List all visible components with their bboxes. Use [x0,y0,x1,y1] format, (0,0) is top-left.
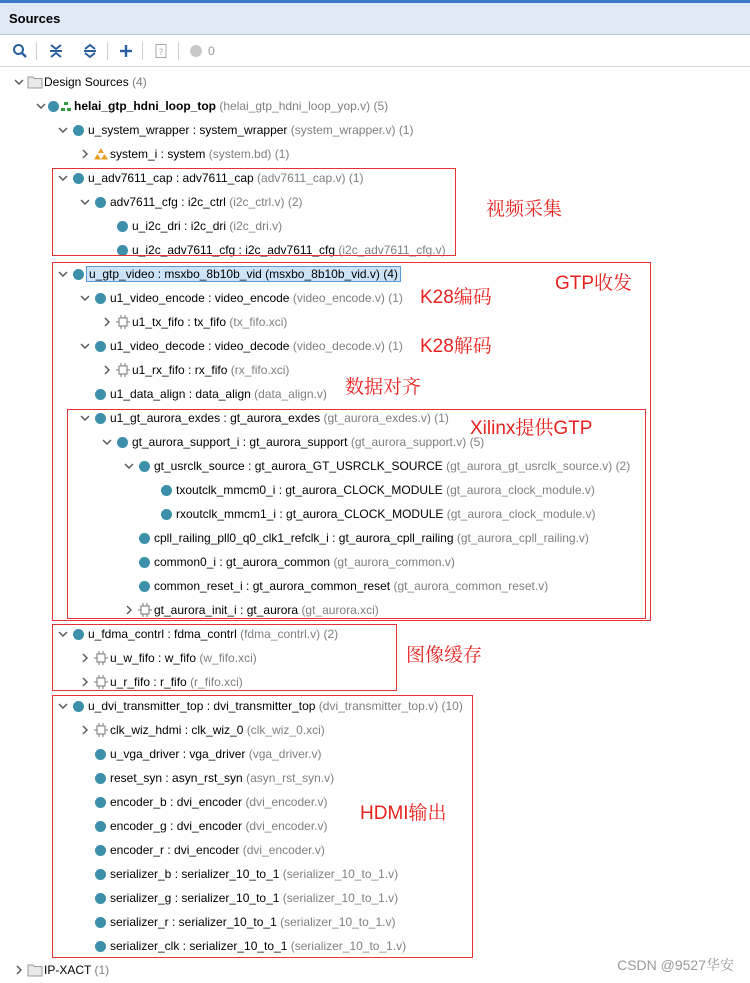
panel-title: Sources [9,11,61,26]
tree-row[interactable] [34,95,388,117]
chevron-right-icon[interactable] [12,959,26,983]
chevron-right-icon[interactable] [78,143,92,167]
tree-row[interactable] [78,143,289,165]
node-name: encoder_b : dvi_encoder [110,795,243,809]
node-source-file: (gt_aurora_common.v) [333,555,455,569]
node-source-file: (gt_aurora_common_reset.v) [393,579,549,593]
node-name: u1_video_decode : video_decode [110,339,290,353]
svg-text:?: ? [158,48,164,58]
node-name: common0_i : gt_aurora_common [154,555,331,569]
node-source-file: (serializer_10_to_1.v) [290,939,407,953]
node-name: rxoutclk_mmcm1_i : gt_aurora_CLOCK_MODULE [176,507,444,521]
node-source-file: (serializer_10_to_1.v) [280,915,396,929]
node-name: u_w_fifo : w_fifo [110,651,197,665]
node-child-count: (1) [274,147,290,161]
box-frame-buffer [52,624,397,691]
node-name: u_dvi_transmitter_top : dvi_transmitter_top [88,699,316,713]
box-hdmi-output [52,695,473,958]
sources-panel-header [0,0,750,35]
node-source-file: (vga_driver.v) [248,747,322,761]
node-name: gt_aurora_support_i : gt_aurora_support [132,435,348,449]
node-source-file: (dvi_transmitter_top.v) [318,699,439,713]
collapse-all-icon[interactable] [45,40,67,62]
status-dot-icon [185,40,207,62]
node-name: u1_tx_fifo : tx_fifo [132,315,227,329]
header-accent-line [0,0,750,3]
node-label[interactable] [88,123,413,137]
node-source-file: (tx_fifo.xci) [229,315,288,329]
annotation-data-align: 数据对齐 [345,377,422,398]
node-name: helai_gtp_hdni_loop_top [74,99,217,113]
expand-all-icon[interactable] [79,40,101,62]
watermark: CSDN @9527华安 [617,957,734,973]
node-child-count: (1) [398,123,414,137]
node-source-file: (serializer_10_to_1.v) [282,891,399,905]
node-source-file: (serializer_10_to_1.v) [282,867,399,881]
node-child-count: (1) [434,411,449,425]
toolbar-separator [107,42,108,60]
chevron-down-icon[interactable] [12,71,26,95]
message-count: 0 [208,44,215,58]
node-child-count: (1) [94,963,110,977]
module-dot-icon [70,119,88,141]
node-source-file: (gt_aurora_clock_module.v) [446,507,596,521]
toolbar-separator [142,42,143,60]
tree-row[interactable] [12,71,147,93]
node-name: Design Sources [44,75,129,89]
node-source-file: (gt_aurora.xci) [301,603,379,617]
node-name: clk_wiz_hdmi : clk_wiz_0 [110,723,244,737]
top-module-icon [48,95,74,117]
sources-toolbar [0,35,750,67]
node-name: encoder_r : dvi_encoder [110,843,240,857]
node-source-file: (w_fifo.xci) [199,651,257,665]
node-name: u_i2c_dri : i2c_dri [132,219,227,233]
annotation-gtp-transceiver: GTP收发 [555,273,633,294]
node-child-count: (2) [287,195,303,209]
node-child-count: (4) [132,75,147,89]
node-source-file: (msxbo_8b10b_vid.v) [265,267,380,281]
node-name: u_gtp_video : msxbo_8b10b_vid [89,267,262,281]
node-source-file: (dvi_encoder.v) [242,843,325,857]
node-source-file: (dvi_encoder.v) [245,819,328,833]
node-name: serializer_clk : serializer_10_to_1 [110,939,288,953]
node-name: reset_syn : asyn_rst_syn [110,771,243,785]
node-label[interactable] [44,75,147,89]
tree-row[interactable] [56,119,413,141]
node-source-file: (helai_gtp_hdni_loop_yop.v) [219,99,371,113]
node-name: u_adv7611_cap : adv7611_cap [88,171,254,185]
node-source-file: (data_align.v) [254,387,327,401]
node-name: cpll_railing_pll0_q0_clk1_refclk_i : gt_aurora_cpll_railing [154,531,454,545]
node-name: gt_aurora_init_i : gt_aurora [154,603,299,617]
toolbar-separator [36,42,37,60]
node-name: u_fdma_contrl : fdma_contrl [88,627,237,641]
node-label[interactable] [74,99,388,113]
annotation-k28-encode: K28编码 [420,287,492,308]
node-child-count: (5) [373,99,389,113]
node-name: u1_data_align : data_align [110,387,251,401]
node-child-count: (1) [388,339,403,353]
node-source-file: (dvi_encoder.v) [245,795,328,809]
folder-icon [26,959,44,981]
box-video-capture [52,168,456,256]
node-source-file: (fdma_contrl.v) [240,627,321,641]
node-label[interactable] [44,963,109,977]
node-name: IP-XACT [44,963,92,977]
node-source-file: (gt_aurora_gt_usrclk_source.v) [446,459,613,473]
node-name: u_r_fifo : r_fifo [110,675,187,689]
node-child-count: (5) [469,435,485,449]
annotation-frame-buffer: 图像缓存 [406,645,483,666]
node-name: u1_gt_aurora_exdes : gt_aurora_exdes [110,411,321,425]
annotation-hdmi-output: HDMI输出 [360,803,447,824]
node-name: serializer_g : serializer_10_to_1 [110,891,280,905]
node-source-file: (gt_aurora_exdes.v) [323,411,431,425]
node-source-file: (rx_fifo.xci) [230,363,290,377]
node-child-count: (1) [388,291,403,305]
box-xilinx-gtp [67,409,646,619]
node-source-file: (adv7611_cap.v) [257,171,346,185]
node-child-count: (1) [348,171,364,185]
node-source-file: (video_encode.v) [292,291,385,305]
node-name: u_i2c_adv7611_cfg : i2c_adv7611_cfg [132,243,336,257]
node-name: system_i : system [110,147,206,161]
node-source-file: (r_fifo.xci) [190,675,243,689]
node-name: u1_rx_fifo : rx_fifo [132,363,228,377]
node-name: u_vga_driver : vga_driver [110,747,246,761]
node-source-file: (i2c_dri.v) [229,219,283,233]
node-source-file: (system_wrapper.v) [290,123,396,137]
node-name: common_reset_i : gt_aurora_common_reset [154,579,391,593]
node-source-file: (gt_aurora_clock_module.v) [446,483,595,497]
node-source-file: (i2c_adv7611_cfg.v) [338,243,446,257]
node-source-file: (gt_aurora_cpll_railing.v) [456,531,589,545]
node-name: adv7611_cfg : i2c_ctrl [110,195,226,209]
annotation-xilinx-gtp: Xilinx提供GTP [470,418,593,439]
node-label[interactable] [110,147,289,161]
node-name: serializer_r : serializer_10_to_1 [110,915,277,929]
tree-row[interactable] [12,959,109,981]
node-source-file: (clk_wiz_0.xci) [246,723,325,737]
node-source-file: (asyn_rst_syn.v) [246,771,335,785]
node-name: serializer_b : serializer_10_to_1 [110,867,280,881]
search-icon[interactable] [9,40,31,62]
annotation-k28-decode: K28解码 [420,336,492,357]
toolbar-separator [178,42,179,60]
node-child-count: (4) [383,267,398,281]
node-name: txoutclk_mmcm0_i : gt_aurora_CLOCK_MODULE [176,483,443,497]
node-source-file: (video_decode.v) [292,339,385,353]
properties-icon[interactable] [150,40,172,62]
node-child-count: (2) [615,459,631,473]
block-design-icon [92,143,110,165]
node-source-file: (i2c_ctrl.v) [229,195,285,209]
node-name: encoder_g : dvi_encoder [110,819,243,833]
annotation-video-capture: 视频采集 [486,199,563,220]
chevron-down-icon[interactable] [34,95,48,119]
folder-icon [26,71,44,93]
node-source-file: (gt_aurora_support.v) [350,435,467,449]
node-source-file: (system.bd) [208,147,272,161]
node-name: gt_usrclk_source : gt_aurora_GT_USRCLK_SOURCE [154,459,443,473]
node-name: u1_video_encode : video_encode [110,291,290,305]
add-icon[interactable] [115,40,137,62]
chevron-down-icon[interactable] [56,119,70,143]
node-name: u_system_wrapper : system_wrapper [88,123,288,137]
node-child-count: (10) [441,699,463,713]
node-child-count: (2) [323,627,339,641]
